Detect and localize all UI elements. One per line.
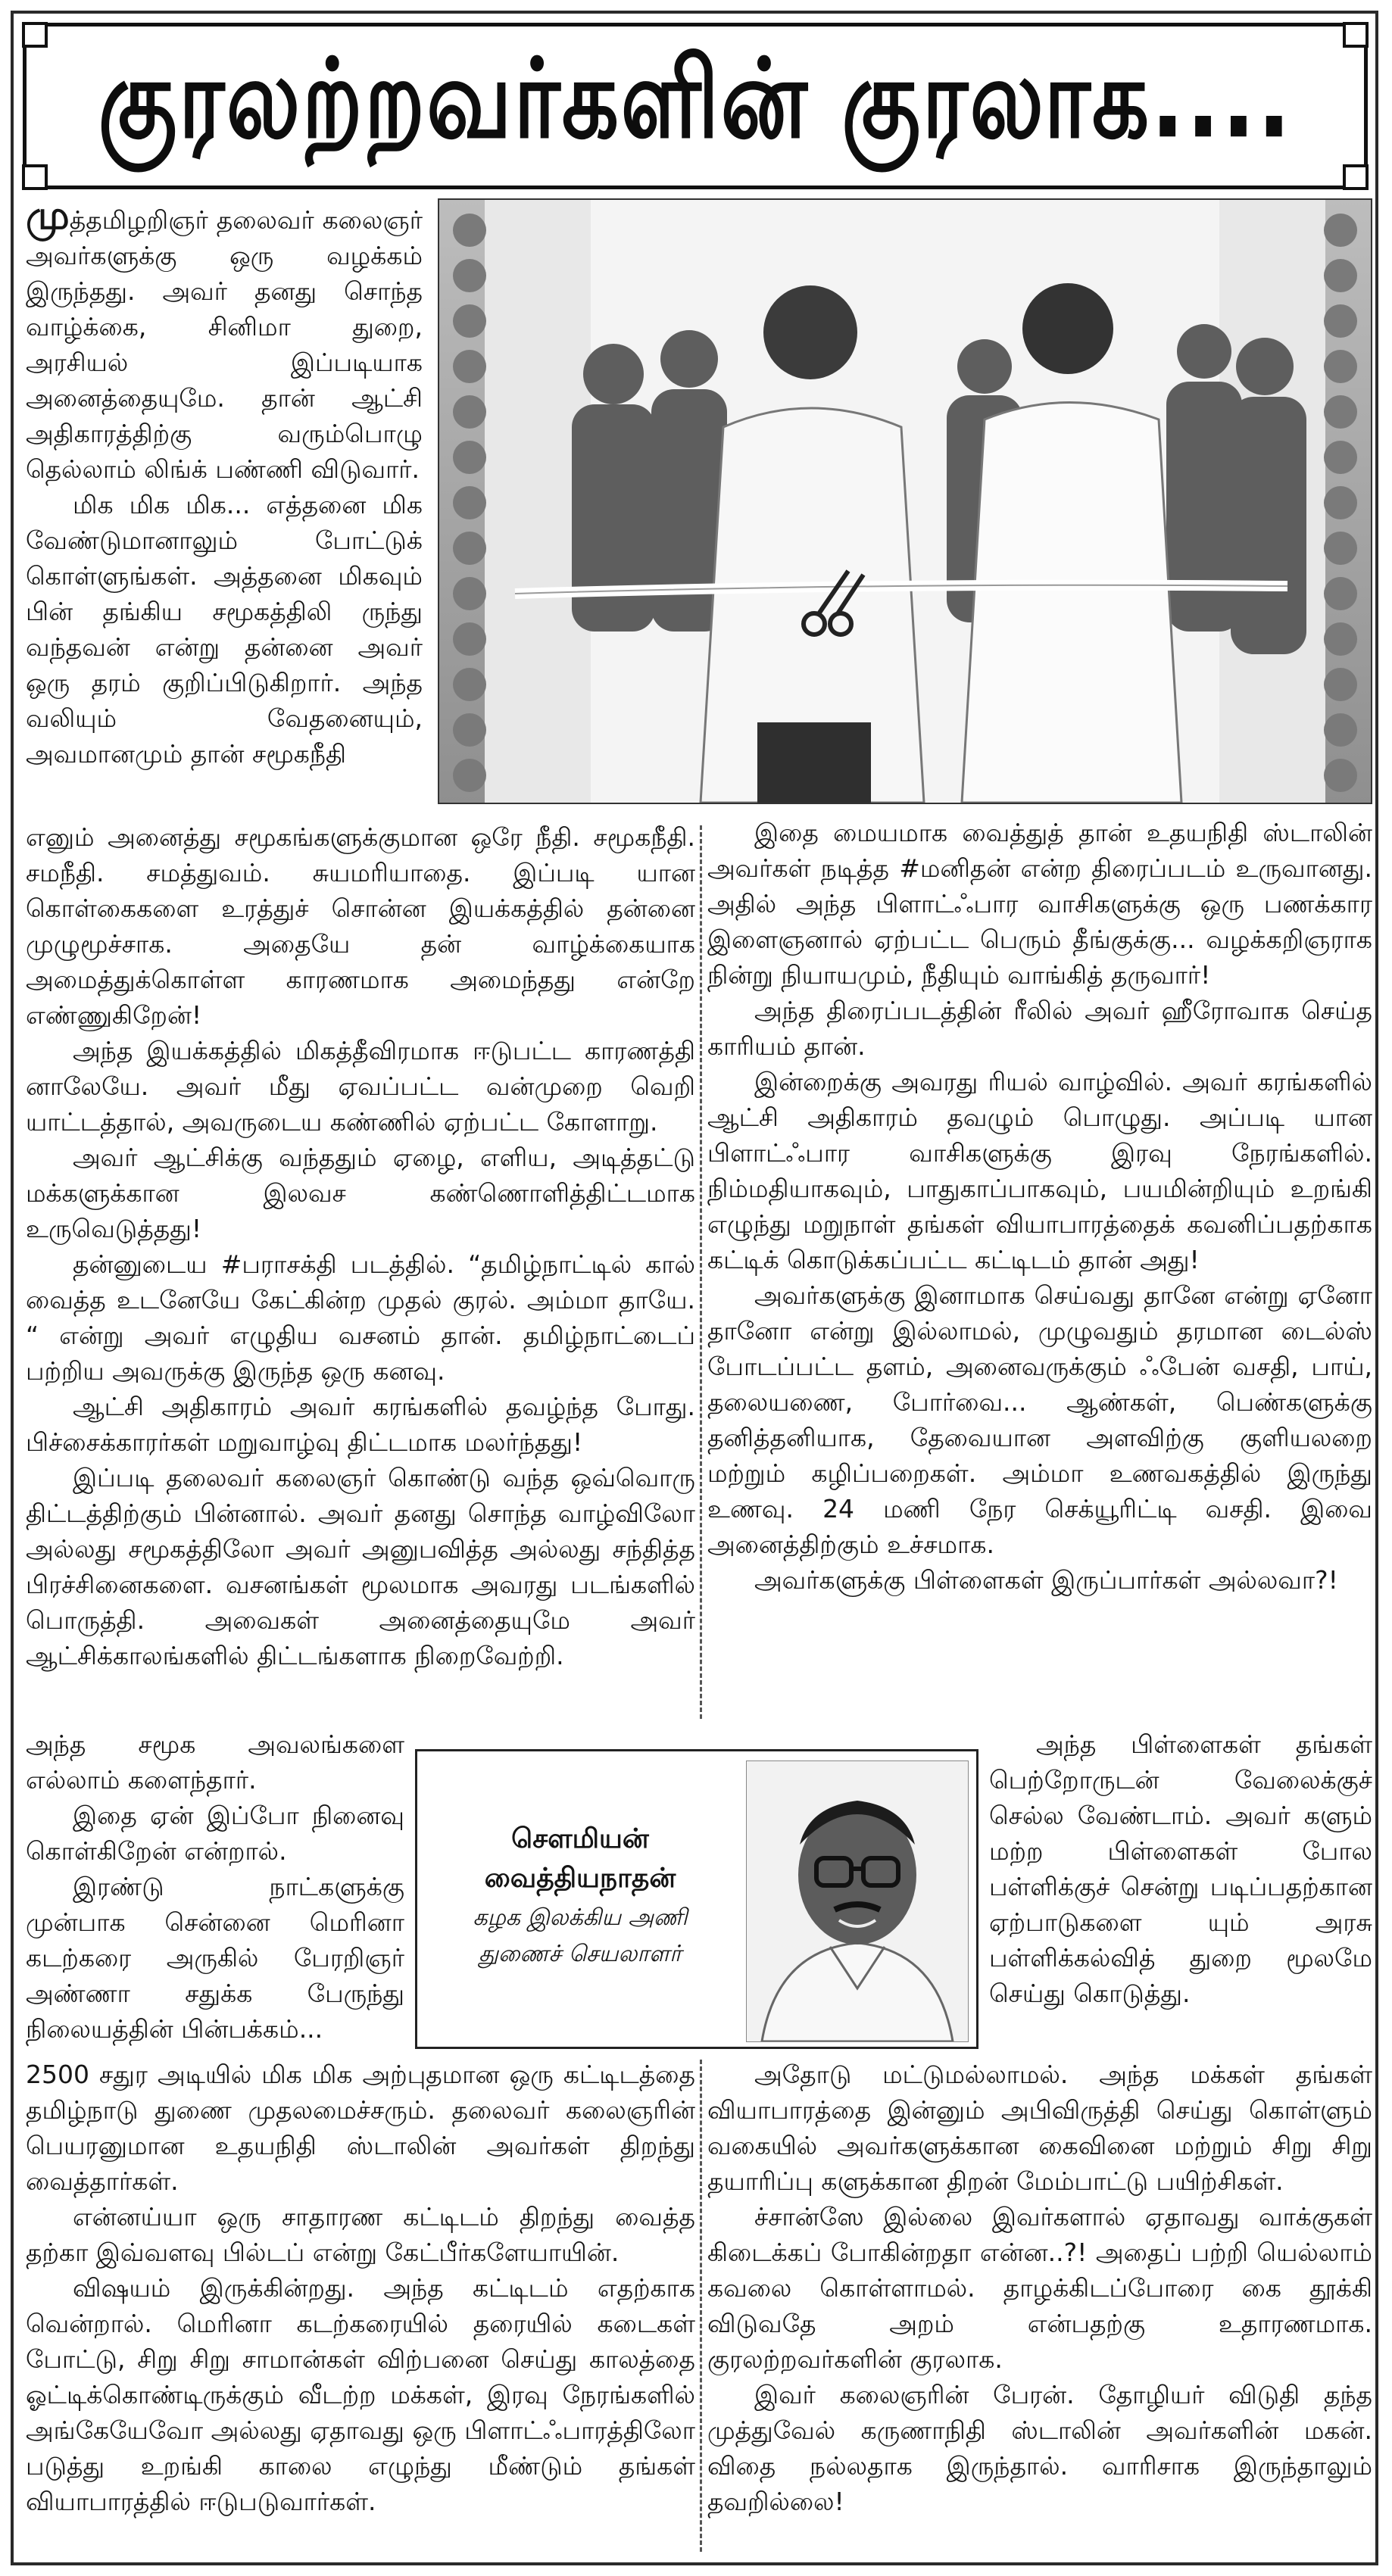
drop-cap: மு	[26, 198, 70, 239]
author-role-line: கழக இலக்கிய அணி	[473, 1904, 688, 1931]
paragraph: அந்த திரைப்படத்தின் ரீலில் அவர் ஹீரோவாக செய்த காரியம் தான்.	[707, 996, 1372, 1061]
paragraph: இரண்டு நாட்களுக்கு முன்பாக சென்னை மெரினா கடற்கரை அருகில் பேரறிஞர் அண்ணா சதுக்க பேருந்து நிலையத்தின் பின்பக்கம்...	[26, 1872, 404, 2044]
author-name-line: சௌமியன்	[511, 1823, 649, 1854]
author-role	[417, 1900, 743, 1973]
paragraph: இன்றைக்கு அவரது ரியல் வாழ்வில். அவர் கரங்களில் ஆட்சி அதிகாரம் தவழும் பொழுது. அப்படி யான பிளாட்ஃபார வாசிகளுக்கு இரவு நேரங்களில். நிம்மதியாகவும், பாதுகாப்பாகவும், பயமின்றியும் உறங்கி எழுந்து மறுநாள் தங்கள் வியாபாரத்தைக் கவனிப்பதற்காக கட்டிக் கொடுக்கப்பட்ட கட்டிடம் தான் அது!	[707, 1067, 1372, 1274]
article-column-right-bottom	[707, 2057, 1372, 2556]
paragraph: எனும் அனைத்து சமூகங்களுக்குமான ஒரே நீதி. சமூகநீதி. சமநீதி. சமத்துவம். சுயமரியாதை. இப்படி யான கொள்கைகளை உரத்துச் சொன்ன இயக்கத்தில் தன்னை முழுமூச்சாக. அதையே தன் வாழ்க்கையாக அமைத்துக்கொள்ள காரணமாக அமைந்தது என்றே எண்ணுகிறேன்!	[26, 822, 695, 1030]
corner-ornament	[22, 22, 48, 48]
author-name-line: வைத்தியநாதன்	[484, 1863, 676, 1894]
paragraph: மிக மிக மிக... எத்தனை மிக வேண்டுமானாலும் போட்டுக் கொள்ளுங்கள். அத்தனை மிகவும் பின் தங்கிய சமூகத்திலி ருந்து வந்தவன் என்று தன்னை அவர் ஒரு தரம் குறிப்பிடுகிறார். அந்த வலியும் வேதனையும், அவமானமும் தான் சமூகநீதி	[26, 490, 423, 769]
author-role-line: துணைச் செயலாளர்	[479, 1941, 682, 1967]
paragraph: அவர்களுக்கு இனாமாக செய்வது தானே என்று ஏனோ தானோ என்று இல்லாமல், முழுவதும் தரமான டைல்ஸ் போடப்பட்ட தளம், அனைவருக்கும் ஃபேன் வசதி, பாய், தலையணை, போர்வை... ஆண்கள், பெண்களுக்கு தனித்தனியாக, தேவையான அளவிற்கு குளியலறை மற்றும் கழிப்பறைகள். அம்மா உணவகத்தில் இருந்து உணவு. 24 மணி நேர செக்யூரிட்டி வசதி. இவை அனைத்திற்கும் உச்சமாக.	[707, 1280, 1372, 1559]
article-column-left-narrow	[26, 1726, 404, 2052]
author-box	[415, 1749, 978, 2049]
corner-ornament	[1343, 164, 1369, 190]
corner-ornament	[22, 164, 48, 190]
paragraph: இதை மையமாக வைத்துத் தான் உதயநிதி ஸ்டாலின் அவர்கள் நடித்த #மனிதன் என்ற திரைப்படம் உருவானது. அதில் அந்த பிளாட்ஃபார வாசிகளுக்கு ஒரு பணக்கார இளைஞனால் ஏற்பட்ட பெரும் தீங்குக்கு... வழக்கறிஞராக நின்று நியாயமும், நீதியும் வாங்கித் தருவார்!	[707, 818, 1372, 990]
headline-box	[23, 23, 1368, 189]
paragraph: 2500 சதுர அடியில் மிக மிக அற்புதமான ஒரு கட்டிடத்தை தமிழ்நாடு துணை முதலமைச்சரும். தலைவர் கலைஞரின் பெயரனுமான உதயநிதி ஸ்டாலின் அவர்கள் திறந்து வைத்தார்கள்.	[26, 2060, 695, 2196]
author-portrait-illustration	[747, 1761, 968, 2041]
paragraph: என்னய்யா ஒரு சாதாரண கட்டிடம் திறந்து வைத்த தற்கா இவ்வளவு பில்டப் என்று கேட்பீர்களேயாயின்.	[26, 2202, 695, 2267]
corner-ornament	[1343, 22, 1369, 48]
article-column-left-bottom	[26, 2057, 695, 2556]
paragraph: இப்படி தலைவர் கலைஞர் கொண்டு வந்த ஒவ்வொரு திட்டத்திற்கும் பின்னால். அவர் தனது சொந்த வாழ்விலோ அல்லது சமூகத்திலோ அவர் அனுபவித்த அல்லது சந்தித்த பிரச்சினைகளை. வசனங்கள் மூலமாக அவரது படங்களில் பொருத்தி. அவைகள் அனைத்தையுமே அவர் ஆட்சிக்காலங்களில் திட்டங்களாக நிறைவேற்றி.	[26, 1463, 695, 1670]
column-divider	[700, 2060, 702, 2552]
paragraph: ச்சான்ஸே இல்லை இவர்களால் ஏதாவது வாக்குகள் கிடைக்கப் போகின்றதா என்ன..?! அதைப் பற்றி யெல்லாம் கவலை கொள்ளாமல். தாழக்கிடப்போரை கை தூக்கி விடுவதே அறம் என்பதற்கு உதாரணமாக. குரலற்றவர்களின் குரலாக.	[707, 2202, 1372, 2374]
photo-illustration	[439, 200, 1371, 803]
paragraph: இதை ஏன் இப்போ நினைவு கொள்கிறேன் என்றால்.	[26, 1801, 404, 1866]
article-column-left-middle	[26, 819, 695, 1720]
paragraph: அந்த இயக்கத்தில் மிகத்தீவிரமாக ஈடுபட்ட காரணத்தி னாலேயே. அவர் மீது ஏவப்பட்ட வன்முறை வெறி யாட்டத்தால், அவருடைய கண்ணில் ஏற்பட்ட கோளாறு.	[26, 1036, 695, 1137]
article-column-right-narrow	[989, 1726, 1372, 2052]
paragraph: அவர் ஆட்சிக்கு வந்ததும் ஏழை, எளிய, அடித்தட்டு மக்களுக்கான இலவச கண்ணொளித்திட்டமாக உருவெடுத்தது!	[26, 1143, 695, 1243]
paragraph: விஷயம் இருக்கின்றது. அந்த கட்டிடம் எதற்காக வென்றால். மெரினா கடற்கரையில் தரையில் கடைகள் போட்டு, சிறு சிறு சாமான்கள் விற்பனை செய்து காலத்தை ஓட்டிக்கொண்டிருக்கும் வீடற்ற மக்கள், இரவு நேரங்களில் அங்கேயேவோ அல்லது ஏதாவது ஒரு பிளாட்ஃபாரத்திலோ படுத்து உறங்கி காலை எழுந்து மீண்டும் தங்கள் வியாபாரத்தில் ஈடுபடுவார்கள்.	[26, 2273, 695, 2516]
headline: குரலற்றவர்களின் குரலாக....	[98, 35, 1293, 163]
author-portrait	[746, 1760, 969, 2042]
ribbon-cutting-photo	[438, 198, 1372, 804]
paragraph: அந்த பிள்ளைகள் தங்கள் பெற்றோருடன் வேலைக்குச் செல்ல வேண்டாம். அவர் களும் மற்ற பிள்ளைகள் போல பள்ளிக்குச் சென்று படிப்பதற்கான ஏற்பாடுகளை யும் அரசு பள்ளிக்கல்வித் துறை மூலமே செய்து கொடுத்து.	[989, 1729, 1372, 2008]
paragraph	[26, 198, 423, 487]
paragraph-text: த்தமிழறிஞர் தலைவர் கலைஞர் அவர்களுக்கு ஒரு வழக்கம் இருந்தது. அவர் தனது சொந்த வாழ்க்கை, சினிமா துறை, அரசியல் இப்படியாக அனைத்தையுமே. தான் ஆட்சி அதிகாரத்திற்கு வரும்பொழு தெல்லாம் லிங்க் பண்ணி விடுவார்.	[26, 205, 423, 484]
paragraph: இவர் கலைஞரின் பேரன். தோழியர் விடுதி தந்த முத்துவேல் கருணாநிதி ஸ்டாலின் அவர்களின் மகன். விதை நல்லதாக இருந்தால். வாரிசாக இருந்தாலும் தவறில்லை!	[707, 2380, 1372, 2516]
paragraph: ஆட்சி அதிகாரம் அவர் கரங்களில் தவழ்ந்த போது. பிச்சைக்காரர்கள் மறுவாழ்வு திட்டமாக மலர்ந்தது!	[26, 1392, 695, 1457]
article-column-right-top	[707, 815, 1372, 1720]
paragraph: அவர்களுக்கு பிள்ளைகள் இருப்பார்கள் அல்லவா?!	[754, 1565, 1338, 1595]
column-divider	[700, 825, 702, 1719]
paragraph: அதோடு மட்டுமல்லாமல். அந்த மக்கள் தங்கள் வியாபாரத்தை இன்னும் அபிவிருத்தி செய்து கொள்ளும் வகையில் அவர்களுக்கான கைவினை மற்றும் சிறு சிறு தயாரிப்பு களுக்கான திறன் மேம்பாட்டு பயிற்சிகள்.	[707, 2060, 1372, 2196]
paragraph: தன்னுடைய #பராசக்தி படத்தில். “தமிழ்நாட்டில் கால் வைத்த உடனேயே கேட்கின்ற முதல் குரல். அம்மா தாயே. “ என்று அவர் எழுதிய வசனம் தான். தமிழ்நாட்டைப் பற்றிய அவருக்கு இருந்த ஒரு கனவு.	[26, 1249, 695, 1386]
author-name	[417, 1820, 743, 1898]
paragraph: அந்த சமூக அவலங்களை எல்லாம் களைந்தார்.	[26, 1729, 404, 1795]
article-column-left-top	[26, 198, 423, 819]
